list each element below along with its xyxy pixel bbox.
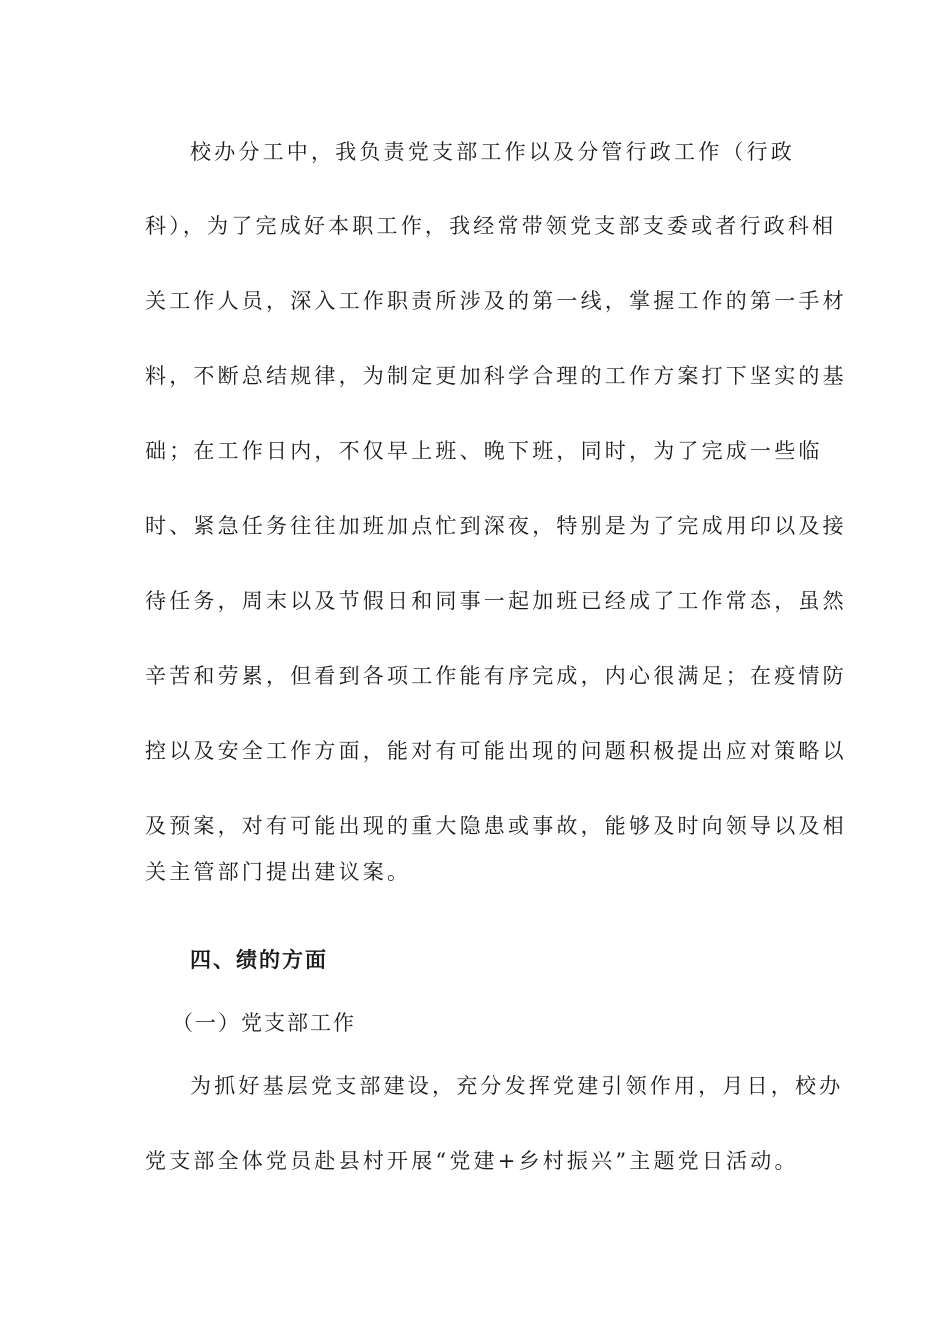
- paragraph-2-line-1: 为抓好基层党支部建设，充分发挥党建引领作用，月日，校办: [190, 1074, 844, 1098]
- paragraph-1-line-8: 辛苦和劳累，但看到各项工作能有序完成，内心很满足；在疫情防: [145, 664, 847, 688]
- paragraph-1-line-7: 待任务，周末以及节假日和同事一起加班已经成了工作常态，虽然: [145, 589, 847, 613]
- paragraph-1-line-4: 料，不断总结规律，为制定更加科学合理的工作方案打下坚实的基: [145, 364, 847, 388]
- paragraph-1-line-5: 础；在工作日内，不仅早上班、晚下班，同时，为了完成一些临: [145, 439, 823, 463]
- section-heading: 四、绩的方面: [190, 947, 328, 972]
- paragraph-1-line-11: 关主管部门提出建议案。: [145, 860, 412, 884]
- paragraph-1-line-1: 校办分工中，我负责党支部工作以及分管行政工作（行政: [190, 140, 795, 164]
- paragraph-1-line-6: 时、紧急任务往往加班加点忙到深夜，特别是为了完成用印以及接: [145, 514, 847, 538]
- paragraph-2-line-2: 党支部全体党员赴县村开展“党建+乡村振兴”主题党日活动。: [145, 1149, 799, 1173]
- paragraph-1-line-2: 科），为了完成好本职工作，我经常带领党支部支委或者行政科相: [145, 214, 837, 238]
- subsection-heading: （一）党支部工作: [172, 1011, 356, 1035]
- paragraph-1-line-3: 关工作人员，深入工作职责所涉及的第一线，掌握工作的第一手材: [145, 289, 847, 313]
- paragraph-1-line-10: 及预案，对有可能出现的重大隐患或事故，能够及时向领导以及相: [145, 814, 847, 838]
- paragraph-1-line-9: 控以及安全工作方面，能对有可能出现的问题积极提出应对策略以: [145, 739, 847, 763]
